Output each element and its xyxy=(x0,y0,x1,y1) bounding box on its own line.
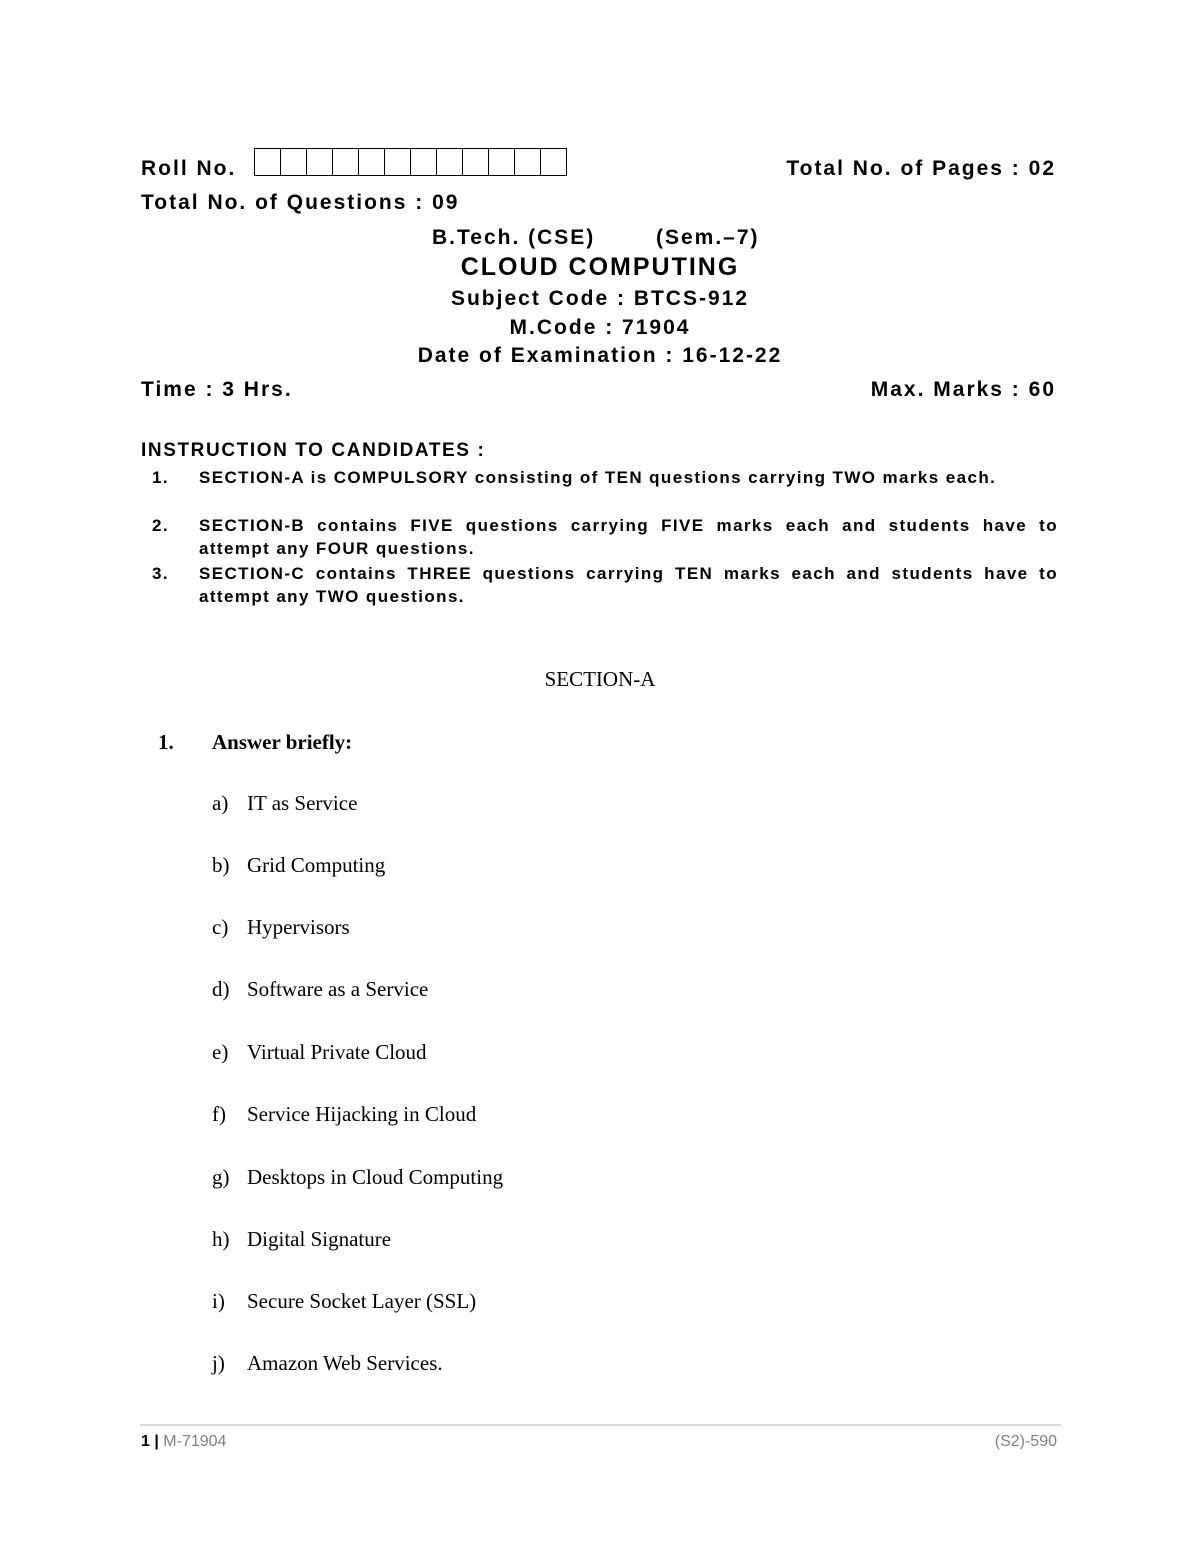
instruction-text: SECTION-A is COMPULSORY consisting of TEN questions carrying TWO marks each. xyxy=(199,468,997,487)
footer-right-code: (S2)-590 xyxy=(994,1433,1057,1450)
footer-divider xyxy=(140,1424,1061,1426)
roll-no-box[interactable] xyxy=(307,149,333,175)
item-text: Virtual Private Cloud xyxy=(247,1040,427,1064)
instruction-text: SECTION-B contains FIVE questions carrying FIVE marks each and students have to attempt any FOUR questions. xyxy=(199,516,1058,558)
m-code: M.Code : 71904 xyxy=(509,316,691,339)
list-item xyxy=(212,1102,476,1127)
footer-code: M-71904 xyxy=(163,1433,227,1450)
roll-no-box[interactable] xyxy=(463,149,489,175)
item-text: Hypervisors xyxy=(247,915,350,939)
item-label: e) xyxy=(212,1040,229,1064)
list-item xyxy=(212,1040,427,1065)
instructions-heading: INSTRUCTION TO CANDIDATES : xyxy=(141,440,486,461)
item-label: c) xyxy=(212,915,229,939)
instruction-number: 3. xyxy=(152,564,169,583)
item-text: Desktops in Cloud Computing xyxy=(247,1165,504,1189)
list-item xyxy=(212,791,357,816)
list-item xyxy=(212,1351,443,1376)
roll-no-label: Roll No. xyxy=(141,157,237,180)
item-text: Amazon Web Services. xyxy=(247,1351,443,1375)
instruction-number: 2. xyxy=(152,516,169,535)
footer-separator: | xyxy=(154,1433,159,1450)
roll-no-box[interactable] xyxy=(255,149,281,175)
roll-no-box[interactable] xyxy=(359,149,385,175)
item-label: i) xyxy=(212,1289,225,1313)
item-label: a) xyxy=(212,791,229,815)
max-marks: Max. Marks : 60 xyxy=(870,378,1056,401)
page-number: 1 xyxy=(141,1433,150,1450)
roll-no-box[interactable] xyxy=(333,149,359,175)
roll-no-box[interactable] xyxy=(281,149,307,175)
roll-no-box[interactable] xyxy=(385,149,411,175)
item-label: g) xyxy=(212,1165,230,1189)
item-label: d) xyxy=(212,977,230,1001)
roll-no-box[interactable] xyxy=(541,149,567,175)
roll-no-boxes[interactable] xyxy=(254,148,567,176)
item-text: Digital Signature xyxy=(247,1227,392,1251)
list-item xyxy=(212,915,350,940)
instruction-item-3 xyxy=(140,562,1058,608)
total-questions: Total No. of Questions : 09 xyxy=(141,191,460,214)
item-label: b) xyxy=(212,853,230,877)
roll-no-box[interactable] xyxy=(411,149,437,175)
item-text: Grid Computing xyxy=(247,853,386,877)
semester: (Sem.–7) xyxy=(656,226,760,249)
roll-no-box[interactable] xyxy=(515,149,541,175)
exam-time: Time : 3 Hrs. xyxy=(141,378,293,401)
item-label: h) xyxy=(212,1227,230,1251)
instruction-number: 1. xyxy=(152,468,169,487)
list-item xyxy=(212,1289,476,1314)
subject-code: Subject Code : BTCS-912 xyxy=(450,287,750,310)
section-a-title: SECTION-A xyxy=(544,667,656,691)
list-item xyxy=(212,1227,391,1252)
roll-no-box[interactable] xyxy=(489,149,515,175)
roll-no-box[interactable] xyxy=(437,149,463,175)
instruction-item-2 xyxy=(140,514,1058,560)
instruction-text: SECTION-C contains THREE questions carrying TEN marks each and students have to attempt any TWO questions. xyxy=(199,564,1058,606)
instruction-item-1 xyxy=(140,466,1058,489)
subject-title: CLOUD COMPUTING xyxy=(460,253,740,281)
item-label: j) xyxy=(212,1351,225,1375)
course: B.Tech. (CSE) xyxy=(432,226,596,249)
item-label: f) xyxy=(212,1102,226,1126)
footer-left xyxy=(141,1433,226,1451)
item-text: Secure Socket Layer (SSL) xyxy=(247,1289,477,1313)
question-number: 1. xyxy=(158,730,174,754)
list-item xyxy=(212,1165,503,1190)
total-pages: Total No. of Pages : 02 xyxy=(786,157,1056,180)
item-text: IT as Service xyxy=(247,791,358,815)
question-text: Answer briefly: xyxy=(212,730,353,754)
list-item xyxy=(212,853,385,878)
list-item xyxy=(212,977,428,1002)
item-text: Service Hijacking in Cloud xyxy=(247,1102,477,1126)
item-text: Software as a Service xyxy=(247,977,429,1001)
exam-date: Date of Examination : 16-12-22 xyxy=(417,344,783,367)
